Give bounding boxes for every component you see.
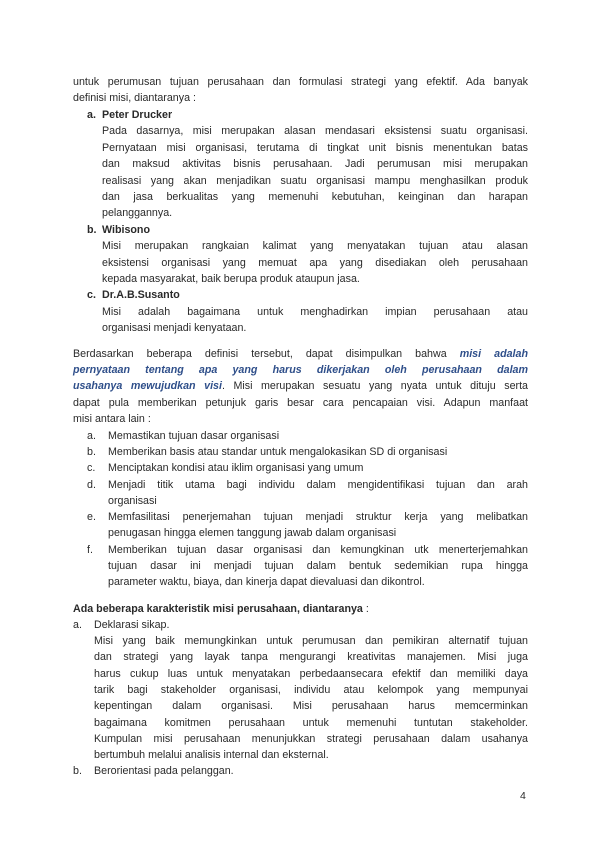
definition-marker: a. xyxy=(87,109,96,121)
characteristic-marker: a. xyxy=(73,619,82,631)
definition-marker: b. xyxy=(87,224,97,236)
definition-text-line: pelanggannya. xyxy=(102,207,173,219)
page-number: 4 xyxy=(520,790,526,802)
conclusion-highlight-line: pernyataan tentang apa yang harus dikerjakan oleh perusahaan dalam xyxy=(73,364,528,376)
definition-text-line: realisasi yang akan menjadikan suatu organisasi mampu menghasilkan produk xyxy=(102,175,528,187)
benefit-marker: e. xyxy=(87,511,96,523)
characteristic-text-line: kepentingan dalam organisasi. Misi perusahaan harus memcerminkan xyxy=(94,700,528,712)
conclusion-line-4: dapat pula memberikan petunjuk garis besar cara pencapaian visi. Adapun manfaat xyxy=(73,397,528,409)
characteristics-heading: Ada beberapa karakteristik misi perusahaan, diantaranya : xyxy=(73,603,369,615)
benefit-text-line: organisasi xyxy=(108,495,157,507)
definition-text-line: organisasi menjadi kenyataan. xyxy=(102,322,247,334)
definition-marker: c. xyxy=(87,289,96,301)
definition-name-susanto: Dr.A.B.Susanto xyxy=(102,289,180,301)
benefit-text-line: Memastikan tujuan dasar organisasi xyxy=(108,430,280,442)
highlight-text: misi adalah xyxy=(459,348,529,360)
definition-text-line: Misi adalah bagaimana untuk menghadirkan impian perusahaan atau xyxy=(102,306,528,318)
benefit-text-line: tujuan dasar ini menjadi tujuan dalam bentuk sedemikian rupa hingga xyxy=(108,560,528,572)
characteristic-text-line: tarik bagi stakeholder organisasi, individu atau kelompok yang mempunyai xyxy=(94,684,528,696)
benefit-marker: c. xyxy=(87,462,96,474)
definition-text-line: Pernyataan misi organisasi, terutama di tingkat unit bisnis menentukan batas xyxy=(102,142,528,154)
conclusion-line-3: usahanya mewujudkan visi. Misi merupakan sesuatu yang nyata untuk dituju serta xyxy=(73,380,528,392)
definition-text-line: Pada dasarnya, misi merupakan alasan mendasari eksistensi suatu organisasi. xyxy=(102,125,528,137)
benefit-text-line: Memberikan tujuan dasar organisasi dan kemungkinan utk menerterjemahkan xyxy=(108,544,528,556)
benefit-text-line: Memberikan basis atau standar untuk mengalokasikan SD di organisasi xyxy=(108,446,448,458)
definition-text-line: Misi merupakan rangkaian kalimat yang menyatakan tujuan atau alasan xyxy=(102,240,528,252)
definition-name-peter-drucker: Peter Drucker xyxy=(102,109,173,121)
conclusion-line-1: Berdasarkan beberapa definisi tersebut, dapat disimpulkan bahwa misi adalah xyxy=(73,348,529,360)
benefit-marker: a. xyxy=(87,430,96,442)
definition-text-line: dan jasa berkualitas yang memenuhi kebutuhan, keinginan dan harapan xyxy=(102,191,528,203)
benefit-text-line: Menciptakan kondisi atau iklim organisasi yang umum xyxy=(108,462,364,474)
benefit-marker: d. xyxy=(87,479,96,491)
characteristic-text-line: harus cukup luas untuk menyatakan perbedaansecara efektif dan memiliki daya xyxy=(94,668,528,680)
characteristic-title: Berorientasi pada pelanggan. xyxy=(94,765,234,777)
benefit-text-line: parameter waktu, biaya, dan kinerja dapat dievaluasi dan dikontrol. xyxy=(108,576,425,588)
benefit-text-line: Menjadi titik utama bagi individu dalam mengidentifikasi tujuan dan arah xyxy=(108,479,528,491)
characteristic-marker: b. xyxy=(73,765,82,777)
benefit-text-line: penugasan hingga elemen tanggung jawab dalam organisasi xyxy=(108,527,397,539)
definition-text-line: eksistensi organisasi yang memuat apa yang disediakan oleh perusahaan xyxy=(102,257,528,269)
benefit-text-line: Memfasilitasi penerjemahan tujuan menjadi struktur kerja yang melibatkan xyxy=(108,511,528,523)
benefit-marker: f. xyxy=(87,544,93,556)
highlight-text: usahanya mewujudkan visi xyxy=(73,380,222,392)
definition-name-wibisono: Wibisono xyxy=(102,224,150,236)
characteristic-text-line: bertumbuh melalui analisis internal dan eksternal. xyxy=(94,749,329,761)
characteristic-text-line: Misi yang baik memungkinkan untuk perumusan dan pemikiran alternatif tujuan xyxy=(94,635,528,647)
benefit-marker: b. xyxy=(87,446,96,458)
characteristic-text-line: Kumpulan misi perusahaan menunjukkan strategi perusahaan dalam usahanya xyxy=(94,733,528,745)
intro-line-2: definisi misi, diantaranya : xyxy=(73,92,196,104)
intro-line-1: untuk perumusan tujuan perusahaan dan formulasi strategi yang efektif. Ada banyak xyxy=(73,76,528,88)
definition-text-line: kepada masyarakat, baik berupa produk ataupun jasa. xyxy=(102,273,360,285)
characteristic-text-line: bagaimana komitmen perusahaan untuk memenuhi tuntutan stakeholder. xyxy=(94,717,528,729)
conclusion-line-5: misi antara lain : xyxy=(73,413,151,425)
characteristic-title: Deklarasi sikap. xyxy=(94,619,170,631)
definition-text-line: dan maksud aktivitas bisnis perusahaan. Jadi perumusan misi merupakan xyxy=(102,158,528,170)
characteristic-text-line: dan strategi yang layak tanpa mengurangi kreativitas manajemen. Misi juga xyxy=(94,651,528,663)
